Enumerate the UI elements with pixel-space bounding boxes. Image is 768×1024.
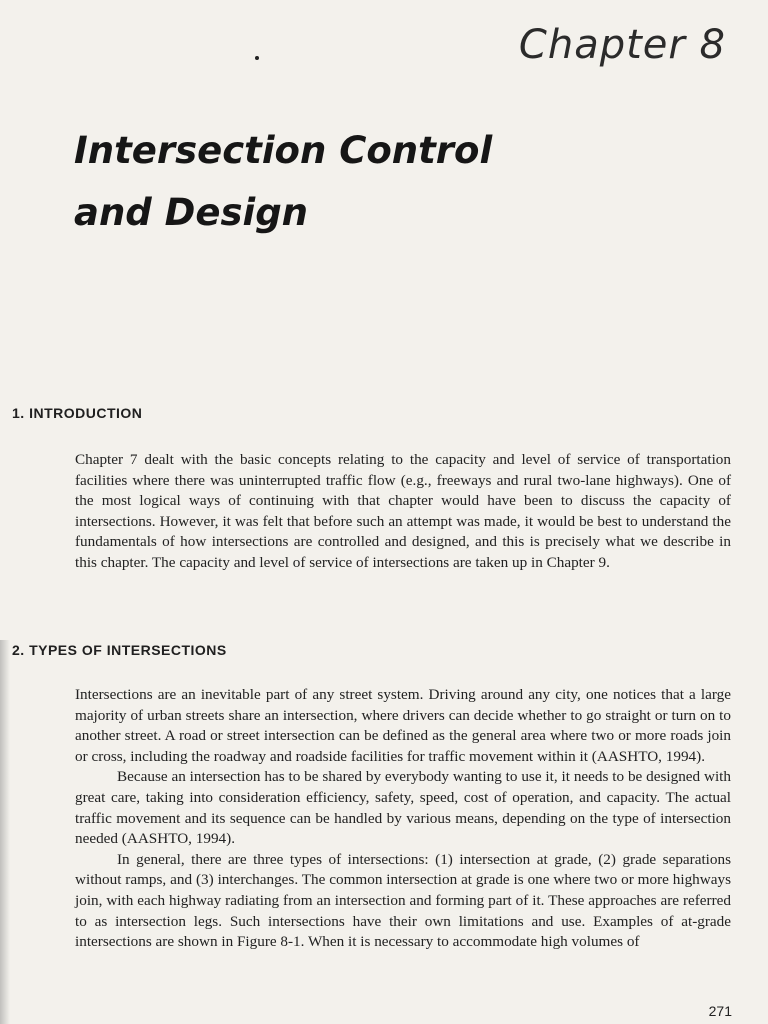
introduction-body bbox=[75, 450, 731, 574]
chapter-title bbox=[74, 120, 674, 244]
types-paragraph-1: Intersections are an inevitable part of any street system. Driving around any city, one notices that a large majority of urban streets share an intersection, where drivers can decide whether to go straight or turn on to another street. A road or street intersection can be defined as the general area where two or more roads join or cross, including the roadway and roadside facilities for traffic movement within it (AASHTO, 1994). bbox=[75, 686, 731, 765]
page-number: 271 bbox=[708, 1003, 732, 1019]
chapter-title-line-1: Intersection Control bbox=[74, 129, 493, 172]
section-heading-introduction: 1. INTRODUCTION bbox=[12, 405, 143, 421]
section-heading-types-of-intersections: 2. TYPES OF INTERSECTIONS bbox=[12, 642, 227, 658]
page-edge-shadow bbox=[0, 640, 10, 1024]
types-paragraph-2: Because an intersection has to be shared by everybody wanting to use it, it needs to be designed with great care, taking into consideration efficiency, safety, speed, cost of operation, and capacity. The actual traffic movement and its sequence can be handled by various means, depending on the type of intersection needed (AASHTO, 1994). bbox=[75, 768, 731, 848]
chapter-title-line-2: and Design bbox=[74, 191, 309, 234]
types-paragraph-3: In general, there are three types of intersections: (1) intersection at grade, (2) grade separations without ramps, and (3) interchanges. The common intersection at grade is one where two or more highways join, with each highway radiating from an intersection and forming part of it. These approaches are referred to as intersection legs. Such intersections have their own limitations and use. Examples of at-grade intersections are shown in Figure 8-1. When it is necessary to accommodate high volumes of bbox=[75, 850, 731, 951]
introduction-paragraph: Chapter 7 dealt with the basic concepts relating to the capacity and level of service of transportation facilities where there was uninterrupted traffic flow (e.g., freeways and rural two-lane highways). One of the most logical ways of continuing with that chapter would have been to discuss the capacity of intersections. However, it was felt that before such an attempt was made, it would be best to understand the fundamentals of how intersections are controlled and designed, and this is precisely what we describe in this chapter. The capacity and level of service of intersections are taken up in Chapter 9. bbox=[75, 451, 731, 571]
stray-ink-mark bbox=[255, 56, 259, 60]
chapter-label: Chapter 8 bbox=[518, 22, 726, 68]
types-of-intersections-body bbox=[75, 685, 731, 953]
